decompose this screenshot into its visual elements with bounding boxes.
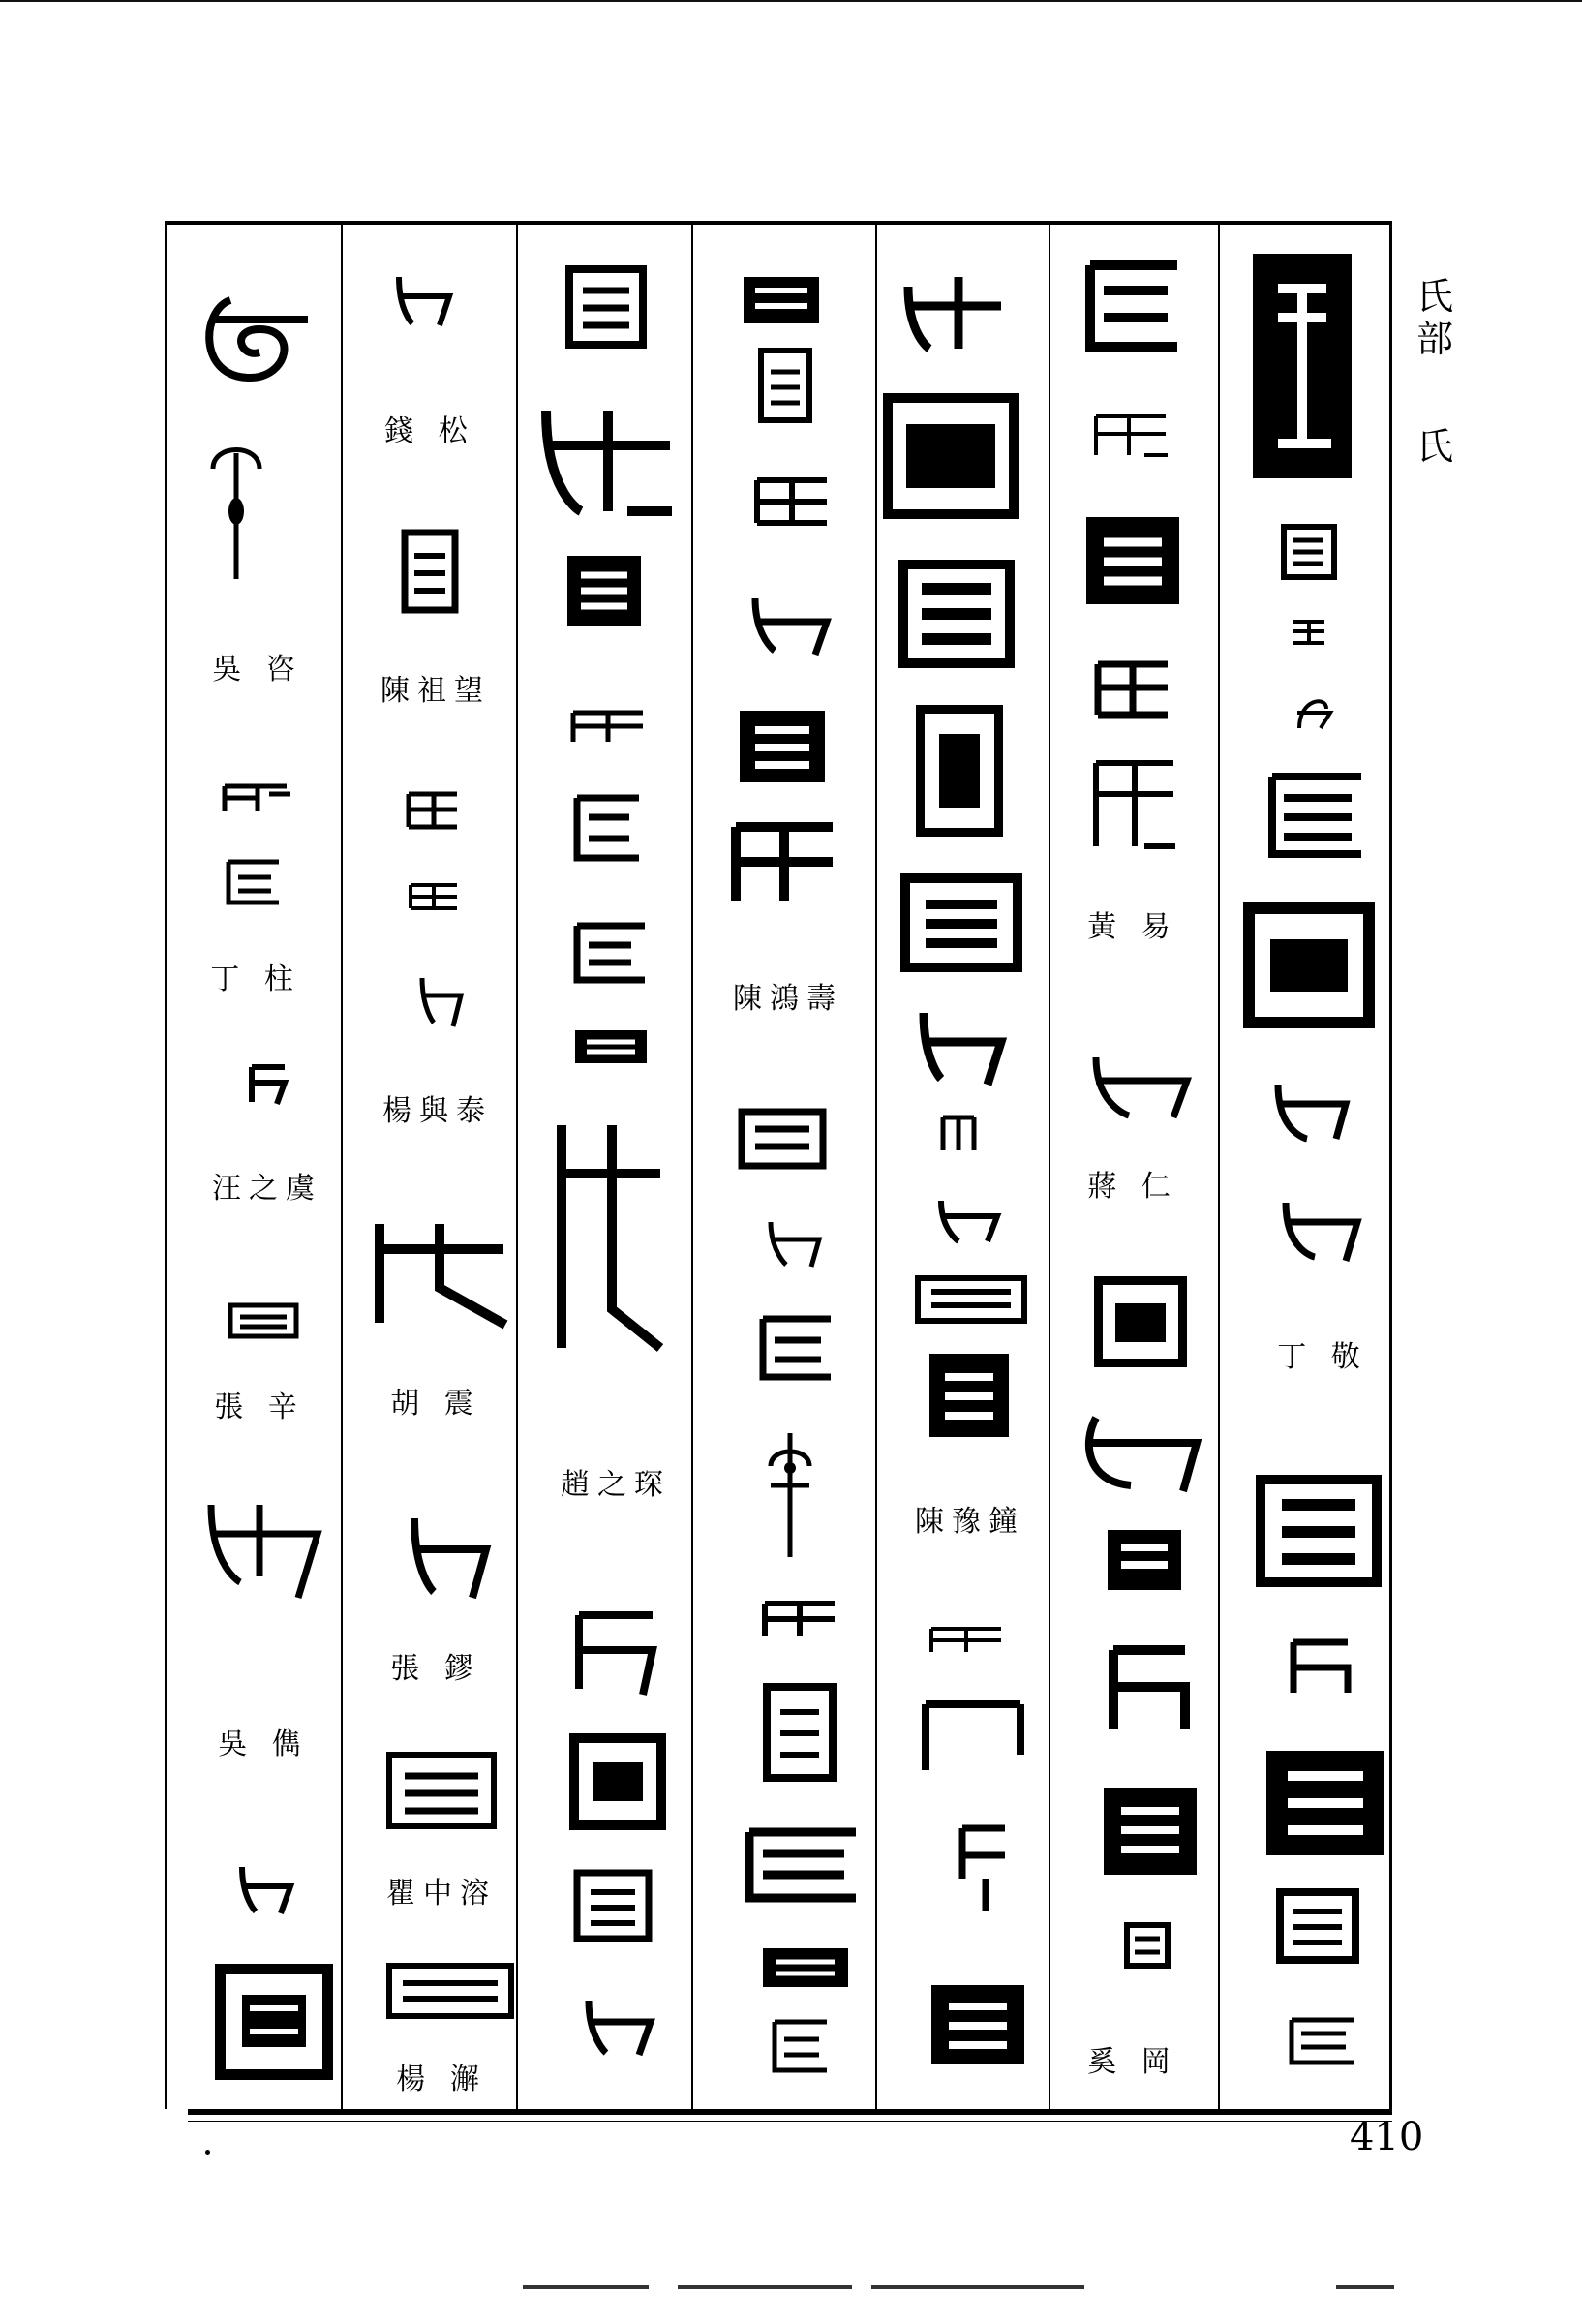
column-divider <box>1049 225 1050 2109</box>
seal-character <box>1286 1635 1355 1700</box>
seal-impression <box>1123 1921 1171 1970</box>
seal-character <box>759 1598 840 1642</box>
section-heading <box>1415 275 1454 360</box>
seal-character <box>201 1489 325 1600</box>
seal-impression <box>1264 769 1369 862</box>
seal-character <box>405 788 461 831</box>
seal-character <box>745 589 833 657</box>
seal-character <box>370 1210 511 1330</box>
seal-character <box>571 918 651 986</box>
column-divider <box>341 225 343 2109</box>
seal-impression <box>883 393 1019 519</box>
seal-impression <box>1249 250 1355 482</box>
seal-impression <box>401 529 459 614</box>
seal-character <box>1108 1642 1191 1735</box>
seal-impression <box>565 265 647 349</box>
seal-impression <box>1104 1526 1185 1594</box>
seal-character <box>1268 1065 1357 1145</box>
seal-character <box>1090 755 1179 852</box>
seal-impression <box>1276 1888 1359 1964</box>
seal-character <box>538 397 676 523</box>
seal-impression <box>1241 901 1377 1030</box>
seal-impression <box>215 1964 333 2080</box>
seal-impression <box>385 1962 515 2020</box>
seal-character <box>920 1697 1026 1776</box>
seal-impression <box>385 1751 498 1830</box>
seal-character <box>900 267 1009 358</box>
seal-character <box>751 474 833 529</box>
seal-impression <box>573 1869 653 1942</box>
frame-bottom-rule <box>188 2109 1392 2115</box>
seal-character <box>407 879 461 912</box>
seal-author-label: 胡 震 <box>390 1387 481 1421</box>
seal-impression <box>757 347 813 424</box>
seal-character <box>1086 1038 1195 1119</box>
seal-author-label: 張 鏐 <box>390 1652 481 1686</box>
seal-impression <box>738 1108 827 1170</box>
scan-noise-strip <box>1336 2285 1394 2289</box>
seal-impression <box>563 552 645 629</box>
seal-character <box>763 1212 825 1270</box>
column-divider <box>875 225 877 2109</box>
seal-character <box>223 856 285 908</box>
seal-author-label: 汪之虞 <box>212 1172 322 1206</box>
seal-character <box>234 1857 296 1915</box>
seal-impression <box>1263 1747 1388 1859</box>
seal-character <box>205 434 267 589</box>
seal-character <box>1288 2014 1357 2068</box>
seal-author-label: 趙之琛 <box>561 1468 671 1502</box>
seal-character <box>937 1112 980 1154</box>
page-number: 410 <box>1350 2115 1424 2159</box>
scan-speck <box>205 2150 210 2155</box>
column-divider <box>691 225 693 2109</box>
seal-author-label: 楊與泰 <box>382 1094 493 1128</box>
column-divider <box>1218 225 1220 2109</box>
seal-impression <box>1100 1784 1201 1879</box>
seal-author-label: 丁 敬 <box>1277 1340 1368 1374</box>
seal-character <box>935 1191 1003 1245</box>
seal-author-label: 蔣 仁 <box>1087 1170 1178 1204</box>
seal-character <box>571 790 645 864</box>
seal-impression <box>740 273 823 327</box>
seal-character <box>1090 411 1171 459</box>
seal-impression <box>569 1733 666 1830</box>
seal-impression <box>1280 523 1338 581</box>
seal-character <box>769 2014 833 2076</box>
seal-impression <box>759 1944 852 1991</box>
section-character: 氏 <box>1415 425 1453 468</box>
seal-author-label: 陳祖望 <box>380 674 491 708</box>
seal-impression <box>227 1301 300 1340</box>
seal-character <box>765 1427 815 1563</box>
seal-author-label: 瞿中溶 <box>386 1877 497 1911</box>
seal-author-label: 吳 儁 <box>218 1728 309 1761</box>
seal-character <box>391 267 455 329</box>
seal-character <box>1077 1404 1204 1497</box>
seal-character <box>567 707 649 748</box>
seal-impression <box>1094 1276 1187 1367</box>
seal-impression <box>1082 258 1185 354</box>
scan-noise-strip <box>871 2285 1084 2289</box>
seal-character <box>219 780 292 815</box>
seal-character <box>914 1003 1009 1086</box>
seal-author-label: 陳豫鐘 <box>915 1505 1025 1539</box>
radical-title: 氏部 <box>1415 275 1453 360</box>
seal-author-label: 奚 岡 <box>1087 2045 1178 2079</box>
seal-character <box>571 1607 660 1697</box>
seal-character <box>1292 689 1334 732</box>
seal-character <box>192 271 312 403</box>
seal-character <box>414 968 467 1028</box>
seal-character <box>581 1991 658 2059</box>
seal-impression <box>916 705 1003 837</box>
seal-character <box>554 1116 668 1360</box>
seal-impression <box>1082 513 1183 608</box>
seal-impression <box>926 1350 1013 1441</box>
seal-character <box>405 1507 492 1600</box>
seal-author-label: 楊 澥 <box>396 2063 487 2096</box>
seal-author-label: 錢 松 <box>384 414 475 448</box>
seal-impression <box>898 560 1015 668</box>
seal-character <box>246 1059 290 1106</box>
seal-character <box>1276 1183 1369 1265</box>
seal-character <box>757 1311 837 1383</box>
seal-impression <box>1255 1474 1383 1588</box>
seal-impression <box>571 1026 651 1067</box>
scan-edge-line <box>0 0 1582 2</box>
scan-noise-strip <box>523 2285 649 2289</box>
seal-impression <box>744 1824 862 1904</box>
seal-author-label: 丁 柱 <box>210 963 301 996</box>
scan-noise-strip <box>678 2285 852 2289</box>
seal-author-label: 吳 咨 <box>212 653 303 687</box>
seal-impression <box>736 707 829 786</box>
seal-character <box>730 819 838 906</box>
seal-character <box>928 1623 1005 1656</box>
frame-bottom-thin-rule <box>188 2121 1392 2122</box>
seal-author-label: 陳鴻壽 <box>733 982 843 1016</box>
seal-impression <box>928 1981 1028 2068</box>
column-divider <box>516 225 518 2109</box>
seal-impression <box>900 873 1022 972</box>
seal-impression <box>763 1683 837 1782</box>
seal-character <box>1290 616 1328 649</box>
seal-character <box>957 1820 1011 1917</box>
seal-character <box>1092 658 1173 720</box>
seal-impression <box>914 1274 1028 1325</box>
seal-author-label: 黃 易 <box>1087 910 1178 944</box>
seal-author-label: 張 辛 <box>214 1391 305 1424</box>
